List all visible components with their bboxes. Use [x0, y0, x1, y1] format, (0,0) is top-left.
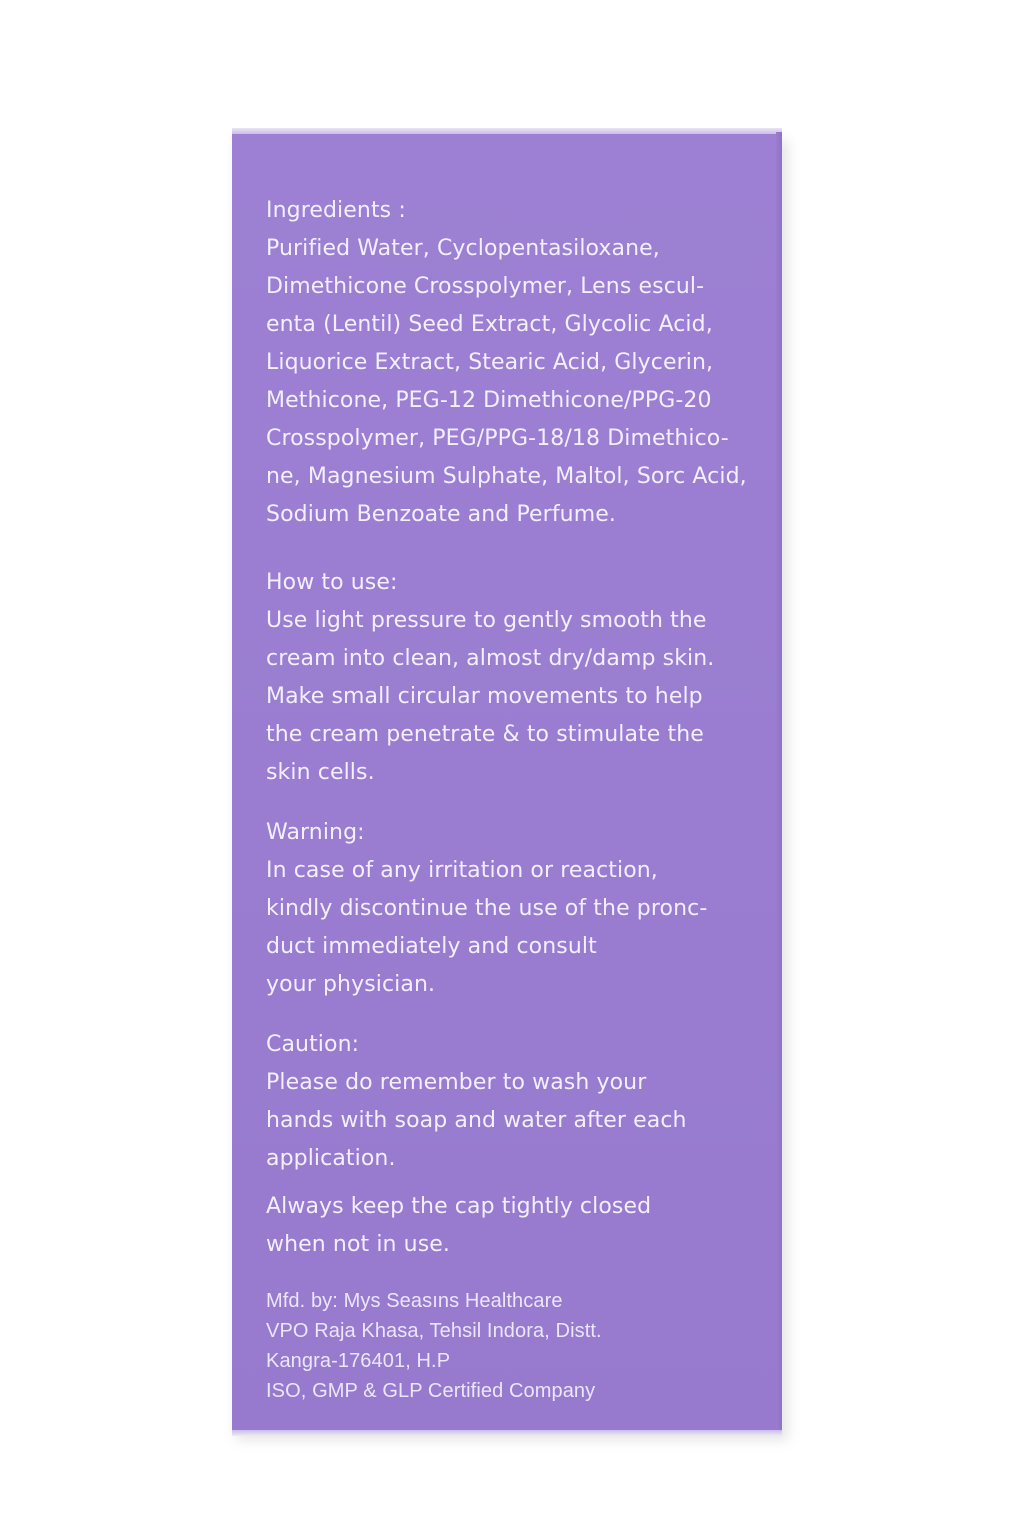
manufacturer-line: ISO, GMP & GLP Certified Company: [266, 1380, 596, 1402]
caution-line: application.: [266, 1146, 396, 1171]
ingredients-line: Liquorice Extract, Stearic Acid, Glycerin,: [266, 350, 714, 375]
how-to-use-line: the cream penetrate & to stimulate the: [266, 722, 704, 747]
how-to-use-line: skin cells.: [266, 760, 375, 785]
manufacturer-line: VPO Raja Khasa, Tehsil Indora, Distt.: [266, 1320, 602, 1342]
ingredients-line: Methicone, PEG-12 Dimethicone/PPG-20: [266, 388, 712, 413]
how-to-use-line: Use light pressure to gently smooth the: [266, 608, 707, 633]
caution-line: Please do remember to wash your: [266, 1070, 647, 1095]
warning-line: In case of any irritation or reaction,: [266, 858, 658, 883]
ingredients-line: Crosspolymer, PEG/PPG-18/18 Dimethico-: [266, 426, 729, 451]
box-right-edge: [776, 132, 782, 1434]
how-to-use-line: cream into clean, almost dry/damp skin.: [266, 646, 715, 671]
how-to-use-section: [266, 564, 766, 792]
ingredients-line: ne, Magnesium Sulphate, Maltol, Sorc Acid,: [266, 464, 747, 489]
ingredients-section: [266, 192, 766, 534]
ingredients-line: Purified Water, Cyclopentasiloxane,: [266, 236, 660, 261]
how-to-use-heading: How to use:: [266, 570, 398, 595]
warning-line: duct immediately and consult: [266, 934, 597, 959]
ingredients-line: Sodium Benzoate and Perfume.: [266, 502, 616, 527]
manufacturer-line: Kangra-176401, H.P: [266, 1350, 451, 1372]
warning-heading: Warning:: [266, 820, 365, 845]
warning-line: kindly discontinue the use of the pronc-: [266, 896, 708, 921]
ingredients-heading: Ingredients :: [266, 198, 406, 223]
box-top-edge: [232, 128, 782, 134]
warning-section: [266, 814, 766, 1004]
box-bottom-edge: [232, 1430, 782, 1436]
how-to-use-line: Make small circular movements to help: [266, 684, 703, 709]
caution-line: hands with soap and water after each: [266, 1108, 687, 1133]
manufacturer-line: Mfd. by: Mys Seasıns Healthcare: [266, 1290, 563, 1312]
manufacturer-section: [266, 1286, 766, 1406]
caution-extra-line: Always keep the cap tightly closed: [266, 1194, 652, 1219]
caution-section: [266, 1026, 766, 1264]
warning-line: your physician.: [266, 972, 436, 997]
caution-extra-line: when not in use.: [266, 1232, 451, 1257]
ingredients-line: enta (Lentil) Seed Extract, Glycolic Acid,: [266, 312, 713, 337]
ingredients-line: Dimethicone Crosspolymer, Lens escul-: [266, 274, 705, 299]
caution-heading: Caution:: [266, 1032, 360, 1057]
box-text-panel: [266, 192, 766, 1406]
